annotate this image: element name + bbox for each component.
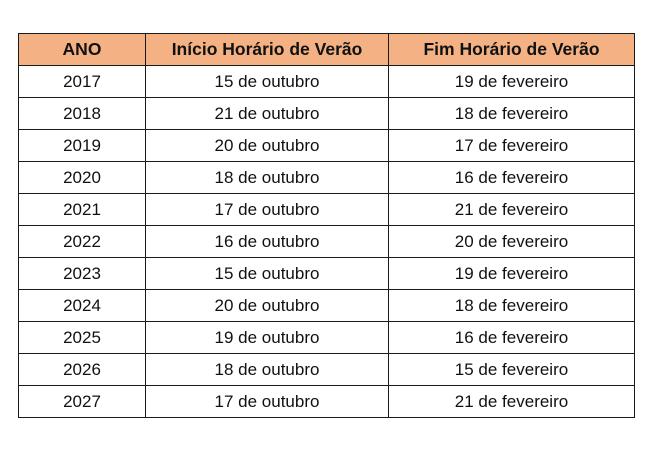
column-header-start: Início Horário de Verão [146,34,389,66]
table-row [19,66,635,98]
table-row [19,386,635,418]
table-row [19,258,635,290]
cell-start-date: 17 de outubro [146,194,389,226]
table-row [19,322,635,354]
table-header-row [19,34,635,66]
cell-end-date: 16 de fevereiro [389,162,635,194]
cell-start-date: 18 de outubro [146,354,389,386]
cell-year: 2018 [19,98,146,130]
cell-start-date: 18 de outubro [146,162,389,194]
table-row [19,130,635,162]
cell-year: 2026 [19,354,146,386]
cell-year: 2025 [19,322,146,354]
cell-year: 2017 [19,66,146,98]
cell-end-date: 16 de fevereiro [389,322,635,354]
column-header-year: ANO [19,34,146,66]
cell-year: 2024 [19,290,146,322]
cell-start-date: 15 de outubro [146,258,389,290]
column-header-end: Fim Horário de Verão [389,34,635,66]
cell-end-date: 19 de fevereiro [389,66,635,98]
cell-start-date: 19 de outubro [146,322,389,354]
cell-end-date: 21 de fevereiro [389,386,635,418]
cell-end-date: 19 de fevereiro [389,258,635,290]
cell-start-date: 15 de outubro [146,66,389,98]
table-body [19,66,635,418]
table-row [19,98,635,130]
cell-year: 2019 [19,130,146,162]
cell-year: 2023 [19,258,146,290]
cell-end-date: 17 de fevereiro [389,130,635,162]
cell-end-date: 20 de fevereiro [389,226,635,258]
table-row [19,162,635,194]
cell-start-date: 20 de outubro [146,130,389,162]
cell-year: 2027 [19,386,146,418]
table-row [19,290,635,322]
cell-year: 2021 [19,194,146,226]
cell-end-date: 18 de fevereiro [389,98,635,130]
daylight-saving-table [18,33,635,418]
cell-end-date: 15 de fevereiro [389,354,635,386]
cell-start-date: 17 de outubro [146,386,389,418]
cell-year: 2022 [19,226,146,258]
cell-start-date: 16 de outubro [146,226,389,258]
cell-year: 2020 [19,162,146,194]
cell-start-date: 21 de outubro [146,98,389,130]
cell-end-date: 21 de fevereiro [389,194,635,226]
cell-end-date: 18 de fevereiro [389,290,635,322]
table-row [19,354,635,386]
table-row [19,226,635,258]
cell-start-date: 20 de outubro [146,290,389,322]
table-row [19,194,635,226]
